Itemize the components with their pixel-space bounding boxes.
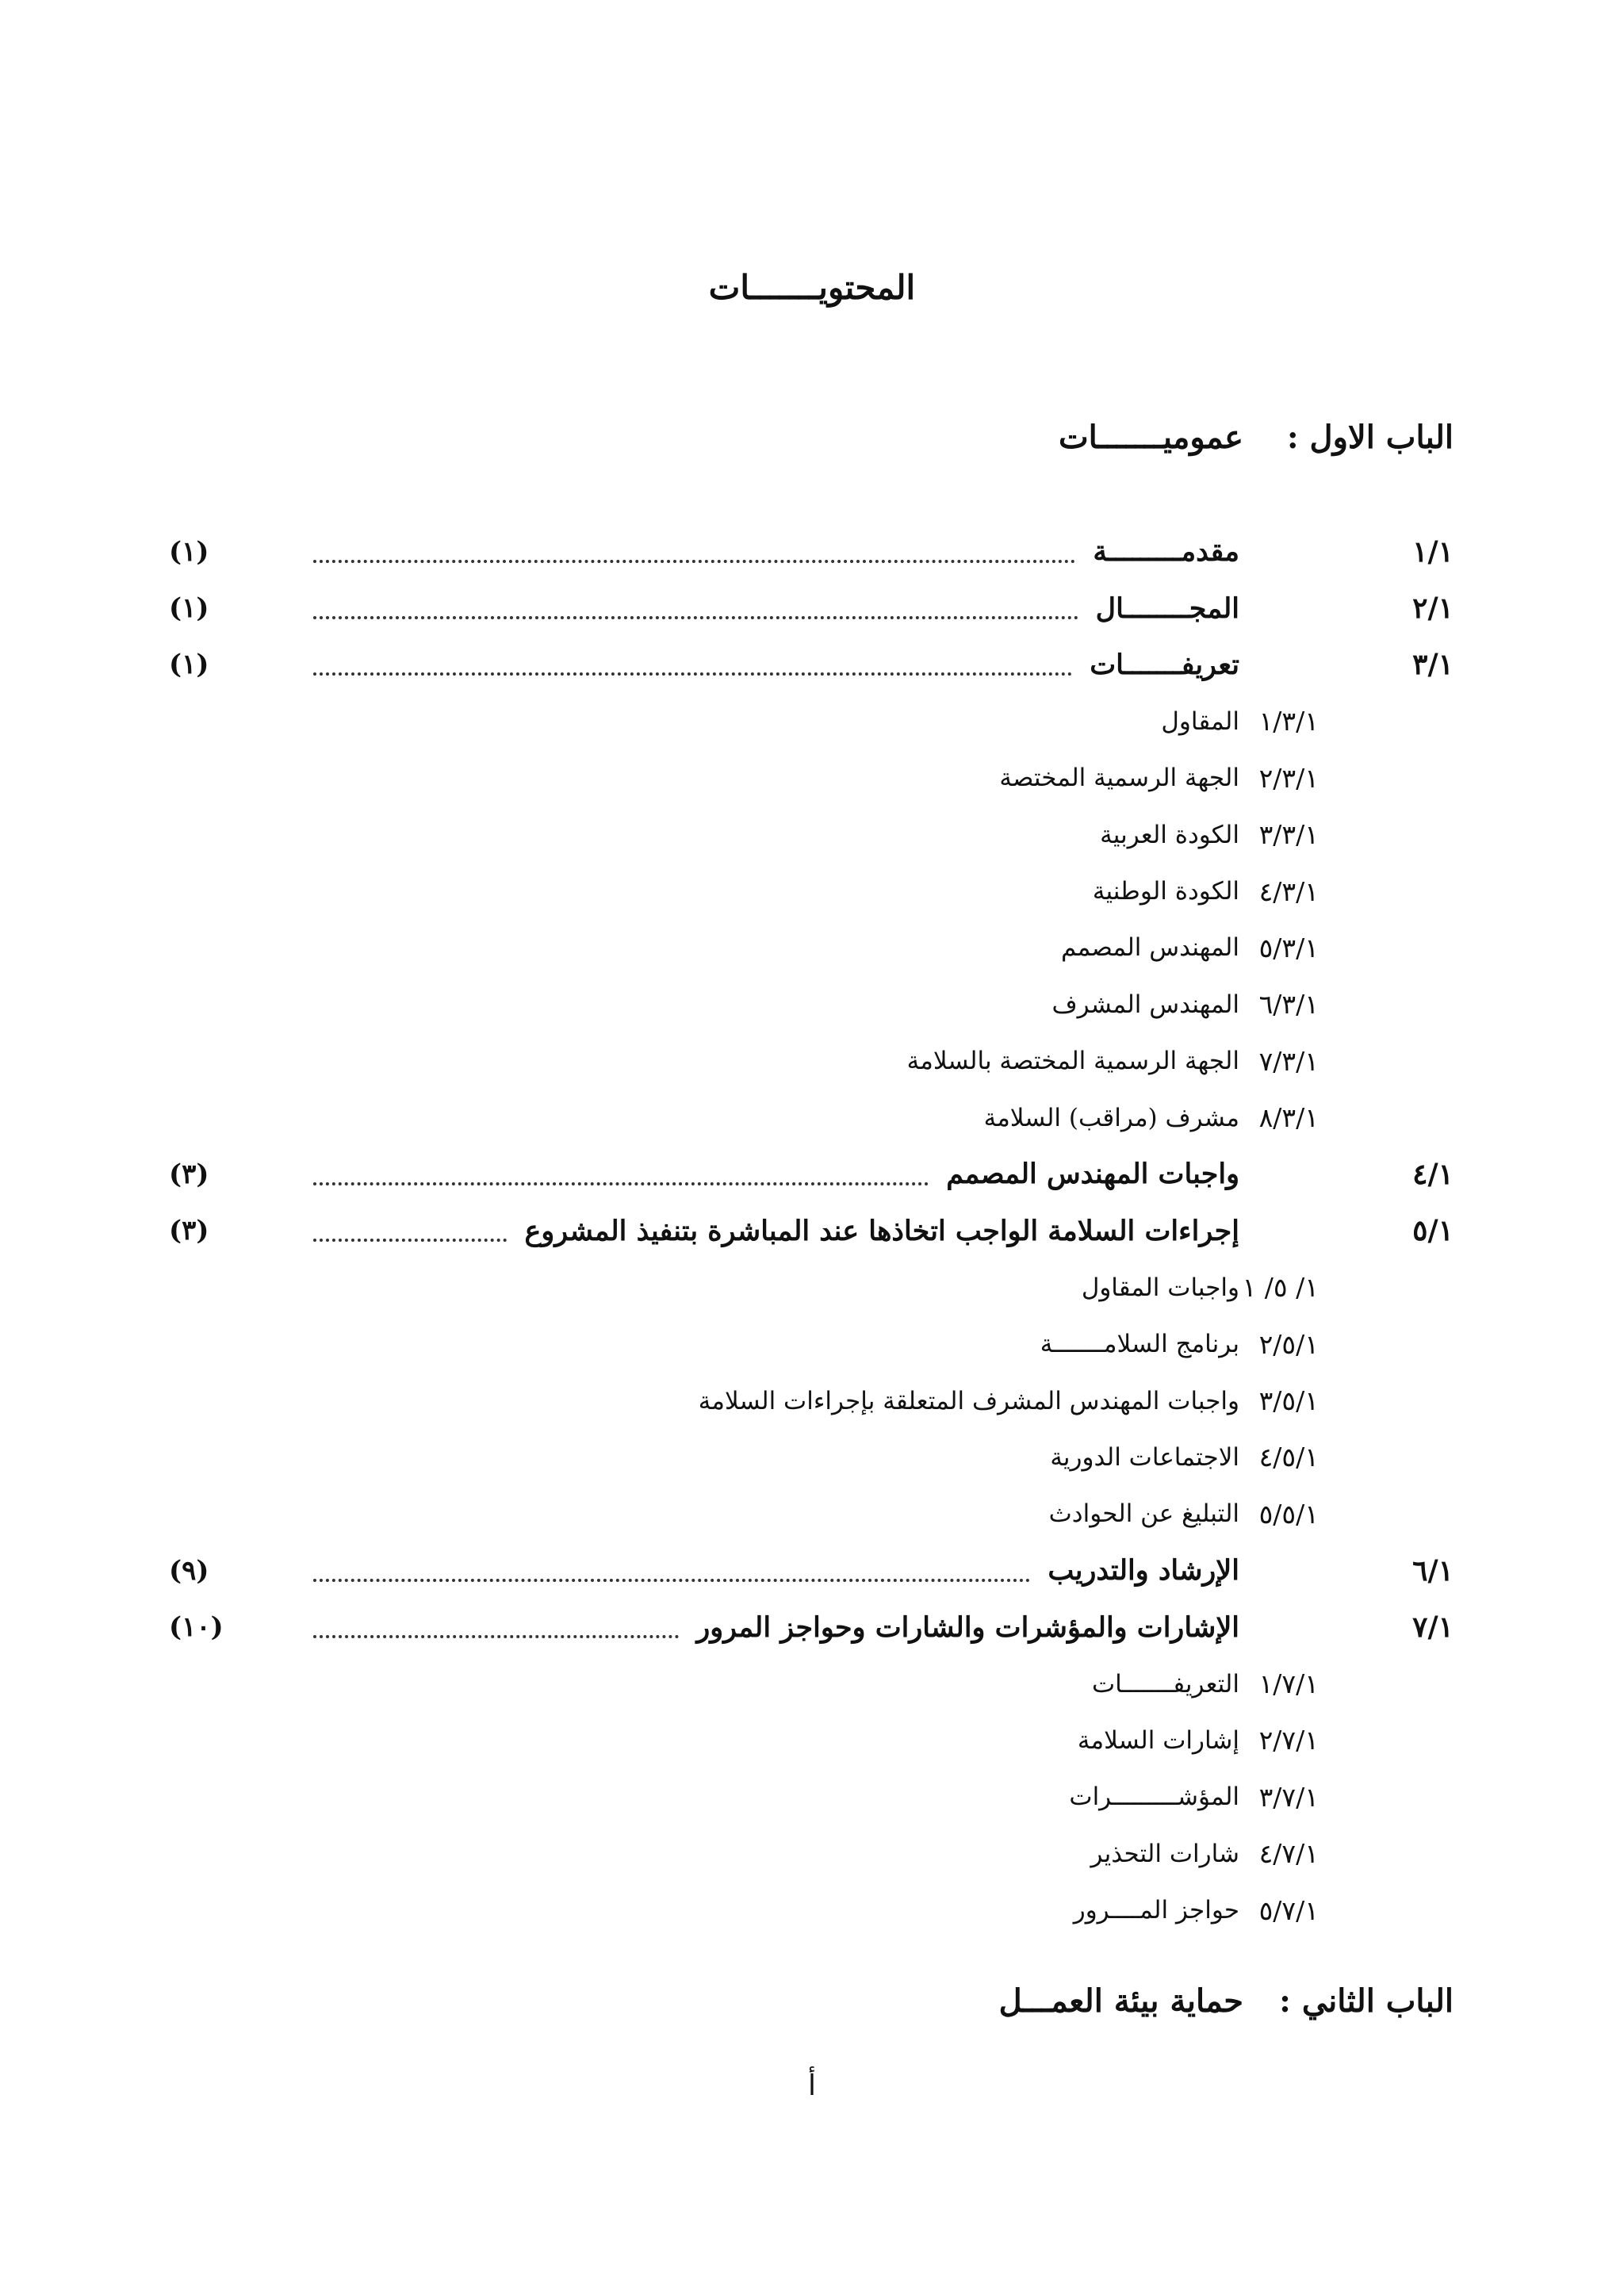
subsection-number: ٢/٧/١ [1258,1725,1319,1756]
toc-subsection-row [169,1882,1454,1938]
section-number: ٥/١ [1412,1214,1454,1248]
toc-subsection-row [169,1486,1454,1542]
section-page-number: (١) [169,649,209,681]
toc-subsection-row [169,1769,1454,1825]
page-title: المحتويـــــــات [708,268,916,307]
dot-leader [313,1182,929,1185]
subsection-title: الكودة الوطنية [1092,877,1239,906]
toc-subsection-row [169,806,1454,863]
subsection-title: برنامج السلامـــــــة [1040,1330,1239,1359]
subsection-title: واجبات المقاول [1081,1273,1239,1302]
toc-subsection-row [169,750,1454,806]
subsection-number: ٣/٣/١ [1258,819,1319,851]
subsection-number: ٥/٣/١ [1258,932,1319,963]
subsection-number: ٤/٧/١ [1258,1838,1319,1870]
subsection-title: المهندس المشرف [1051,990,1239,1019]
dot-leader [313,1579,1030,1582]
table-of-contents [169,523,1454,1939]
toc-subsection-row [169,976,1454,1032]
toc-subsection-row [169,1373,1454,1429]
toc-section-row [169,1203,1454,1259]
section-number: ٤/١ [1412,1157,1454,1191]
section-title: إجراءات السلامة الواجب اتخاذها عند المباشرة بتنفيذ المشروع [524,1214,1239,1247]
subsection-number: ٨/٣/١ [1258,1102,1319,1134]
section-page-number: (٩) [169,1554,209,1587]
part-2-name: حماية بيئة العمـــل [998,1982,1243,2020]
section-title: مقدمـــــــــة [1093,535,1239,569]
subsection-number: ٦/٣/١ [1258,989,1319,1021]
subsection-title: حواجز المــــرور [1073,1896,1239,1925]
toc-section-row [169,1146,1454,1202]
subsection-title: التبليغ عن الحوادث [1048,1499,1239,1529]
subsection-title: الجهة الرسمية المختصة بالسلامة [906,1047,1239,1076]
toc-subsection-row [169,1656,1454,1712]
subsection-title: التعريفـــــــات [1092,1669,1239,1698]
section-page-number: (٣) [169,1158,209,1190]
section-page-number: (١) [169,592,209,625]
section-title: المجــــــــال [1095,592,1239,625]
subsection-title: الكودة العربية [1100,820,1239,849]
subsection-title: المقاول [1161,707,1239,736]
subsection-number: ٣/٧/١ [1258,1781,1319,1813]
dot-leader [313,672,1072,676]
dot-leader [313,616,1078,619]
subsection-number: ٤/٥/١ [1258,1442,1319,1473]
subsection-number: ٥/٥/١ [1258,1498,1319,1530]
section-title: واجبات المهندس المصمم [946,1158,1239,1191]
part-1-label: الباب الاول : [1286,419,1454,456]
toc-section-row [169,1542,1454,1599]
dot-leader [313,1635,679,1638]
subsection-number: ٤/٣/١ [1258,875,1319,907]
part-2-label: الباب الثاني : [1279,1982,1454,2020]
subsection-title: المهندس المصمم [1060,933,1239,963]
section-title: تعريفـــــــات [1090,648,1239,681]
page-number-footer: أ [807,2070,816,2102]
dot-leader [313,1239,507,1242]
toc-subsection-row [169,863,1454,919]
part-1-heading [1059,419,1454,456]
toc-subsection-row [169,1429,1454,1485]
dot-leader [313,560,1075,563]
toc-subsection-row [169,693,1454,749]
subsection-number: ٢/٥/١ [1258,1328,1319,1360]
toc-subsection-row [169,1033,1454,1090]
section-number: ٢/١ [1412,592,1454,626]
subsection-number: ١/٧/١ [1258,1668,1319,1699]
subsection-number: ١/ ٥/ ١ [1242,1272,1319,1304]
toc-section-row [169,637,1454,693]
part-1-name: عموميـــــــات [1058,419,1243,456]
toc-section-row [169,1599,1454,1655]
toc-section-row [169,523,1454,580]
section-page-number: (٣) [169,1215,209,1247]
section-number: ١/١ [1412,534,1454,569]
subsection-number: ٣/٥/١ [1258,1385,1319,1417]
section-number: ٧/١ [1412,1610,1454,1645]
subsection-title: المؤشـــــــــرات [1069,1783,1239,1812]
subsection-number: ٥/٧/١ [1258,1894,1319,1926]
toc-subsection-row [169,1259,1454,1316]
subsection-title: الاجتماعات الدورية [1050,1442,1239,1472]
toc-subsection-row [169,1316,1454,1372]
subsection-title: شارات التحذير [1090,1839,1239,1868]
subsection-number: ١/٣/١ [1258,706,1319,737]
toc-subsection-row [169,1712,1454,1768]
subsection-number: ٢/٣/١ [1258,762,1319,794]
section-number: ٣/١ [1412,648,1454,682]
section-title: الإشارات والمؤشرات والشارات وحواجز المرور [696,1610,1239,1644]
subsection-number: ٧/٣/١ [1258,1045,1319,1077]
subsection-title: إشارات السلامة [1077,1725,1239,1755]
section-title: الإرشاد والتدريب [1048,1554,1239,1587]
subsection-title: مشرف (مراقب) السلامة [983,1103,1239,1132]
toc-subsection-row [169,1825,1454,1882]
section-number: ٦/١ [1412,1553,1454,1587]
subsection-title: واجبات المهندس المشرف المتعلقة بإجراءات السلامة [698,1386,1239,1415]
toc-section-row [169,580,1454,636]
toc-subsection-row [169,1090,1454,1146]
section-page-number: (١) [169,535,209,568]
subsection-title: الجهة الرسمية المختصة [999,764,1239,793]
toc-subsection-row [169,920,1454,976]
section-page-number: (١٠) [169,1611,224,1644]
part-2-heading [999,1982,1454,2020]
